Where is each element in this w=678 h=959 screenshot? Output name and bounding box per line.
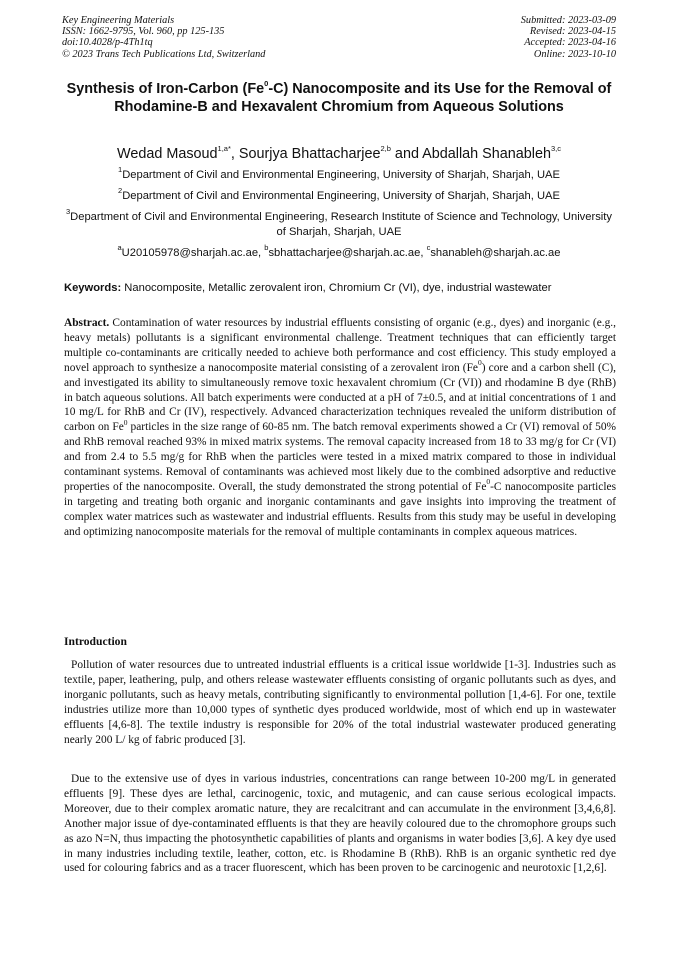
author-list: [62, 145, 616, 163]
title-superscript: 0: [264, 79, 269, 89]
abstract-text: particles in the size range of 60-85 nm. The batch removal experiments showed a Cr (VI) removal of 50% and RhB removal reached 93% in mixed matrix systems. The removal capacity increased from 18 to 33 mg/g for Cr (VI) and from 2.4 to 5.5 mg/g for RhB when the particles were tested in a mixed matrix compared to those in individual contaminant systems. Removal of contaminants was achieved most likely due to the combined adsorptive and reductive properties of the nanocomposite. Overall, the study demonstrated the strong potential of Fe: [64, 421, 617, 493]
affiliation-mark: 3: [65, 207, 71, 217]
author-separator: and: [390, 146, 423, 162]
doi: doi:10.4028/p-4Th1tq: [62, 37, 153, 49]
email-mark: a: [117, 243, 122, 253]
accepted-date: Accepted: 2023-04-16: [524, 37, 616, 49]
title-part-1: Synthesis of Iron-Carbon (Fe: [66, 81, 265, 97]
abstract-superscript: 0: [486, 477, 491, 487]
author-emails: [62, 243, 616, 261]
abstract-text: Contamination of water resources by industrial effluents consisting of organic (e.g., dyes) and inorganic (e.g., heavy metals) pollutants is a significant environmental challenge. Treatment techniques that can efficiently target multiple co-contaminants are critically needed to achieve both performance and cost efficiency. This study employed a novel approach to synthesize a nanocomposite material consisting of a zerovalent iron (Fe: [64, 317, 616, 374]
keywords-label: Keywords:: [64, 282, 122, 294]
title-part-2: -C) Nanocomposite and its Use for the Removal of Rhodamine-B and Hexavalent Chromium from Aqueous Solutions: [114, 81, 612, 115]
email-separator: ,: [258, 247, 265, 259]
journal-name: Key Engineering Materials: [62, 15, 175, 26]
online-date: Online: 2023-10-10: [533, 48, 616, 60]
copyright: © 2023 Trans Tech Publications Ltd, Switzerland: [62, 48, 266, 60]
email-link[interactable]: sbhattacharjee@sharjah.ac.ae: [268, 247, 421, 259]
affiliation-text: Department of Civil and Environmental Engineering, Research Institute of Science and Technology, University of Sharjah, Sharjah, UAE: [70, 211, 612, 238]
keywords: [64, 281, 616, 295]
intro-paragraph-1: Pollution of water resources due to untreated industrial effluents is a critical issue worldwide [1-3]. Industries such as textile, paper, leathering, pulp, and others release wastewater effluents consisting of organic pollutants such as dyes, and inorganic pollutants, such as heavy metals, contributing significantly to environmental pollution [1,4-6]. For one, textile industries utilize more than 10,000 types of synthetic dyes produced worldwide, most of which end up in wastewater effluents [4,6-8]. The textile industry is responsible for 20% of the total industrial wastewater produced generating nearly 200 L/ kg of fabric produced [3].: [64, 659, 616, 746]
abstract-text: ) core and a carbon shell (C), and investigated its ability to simultaneously remove toxic hexavalent chromium (Cr (VI)) and rhodamine B dye (RhB) in batch aqueous solutions. All batch experiments were conducted at a pH of 7±0.5, and at initial concentrations of 1 and 10 mg/L for RhB and Cr (IV), respectively. Advanced characterization techniques revealed the uniform distribution of carbon on Fe: [64, 361, 616, 434]
affiliation-text: Department of Civil and Environmental Engineering, University of Sharjah, Sharjah, UAE: [122, 190, 560, 202]
submitted-date: Submitted: 2023-03-09: [520, 15, 616, 26]
author-name: Sourjya Bhattacharjee: [238, 146, 381, 162]
revised-date: Revised: 2023-04-15: [529, 26, 616, 38]
affiliation-3: [62, 207, 616, 239]
email-mark: c: [426, 243, 431, 253]
abstract-superscript: 0: [478, 357, 482, 367]
abstract-text: -C nanocomposite particles in targeting and treating both organic and inorganic contaminants and gave insights into improving the treatment of complex water matrices such as wastewater and industrial effluents. Results from this study may be useful in developing and optimizing nanocomposite materials for the removal of multiple contaminants in complex aqueous matrices.: [64, 480, 616, 538]
abstract: [64, 316, 616, 540]
affiliation-mark: 1: [118, 165, 123, 175]
abstract-superscript: 0: [123, 417, 128, 427]
author-name: Wedad Masoud: [117, 146, 218, 162]
affiliation-1: [62, 165, 616, 183]
affiliation-2: [62, 186, 616, 204]
email-link[interactable]: shanableh@sharjah.ac.ae: [430, 247, 561, 259]
keywords-text: Nanocomposite, Metallic zerovalent iron, Chromium Cr (VI), dye, industrial wastewater: [121, 282, 552, 294]
intro-paragraph-2: Due to the extensive use of dyes in various industries, concentrations can range between 10-200 mg/L in generated effluents [9]. These dyes are lethal, carcinogenic, toxic, and mutagenic, and can cause serious ecological impacts. Moreover, due to their complex aromatic nature, they are recalcitrant and can accumulate in the environment [3,4,6,8]. Another major issue of dye-contaminated effluents is that they are heavily coloured due to the chromophore groups such as azo N=N, thus impacting the photosynthetic capabilities of plants and organisms in water bodies [3,6]. A key dye used in many industries including textile, leather, cotton, etc. is Rhodamine B (RhB). RhB is an organic synthetic red dye used for colouring fabrics and as a tracer fluorescent, which has been proven to be carcinogenic and neurotoxic [1,2,6].: [64, 773, 616, 875]
email-mark: b: [264, 243, 269, 253]
author-affiliation-mark: 3,c: [550, 144, 561, 154]
issn: ISSN: 1662-9795, Vol. 960, pp 125-135: [62, 26, 225, 38]
author-affiliation-mark: 2,b: [380, 144, 391, 154]
journal-info: [62, 15, 265, 60]
section-heading-introduction: Introduction: [64, 635, 127, 648]
email-separator: ,: [420, 247, 427, 259]
author-separator: ,: [230, 146, 239, 162]
publication-dates: [521, 15, 616, 60]
author-affiliation-mark: 1,a*: [217, 144, 231, 154]
email-link[interactable]: U20105978@sharjah.ac.ae: [121, 247, 259, 259]
author-name: Abdallah Shanableh: [422, 146, 551, 162]
affiliation-text: Department of Civil and Environmental Engineering, University of Sharjah, Sharjah, UAE: [122, 169, 560, 181]
abstract-label: Abstract.: [64, 317, 110, 329]
paper-title: [62, 80, 616, 116]
affiliation-mark: 2: [118, 186, 123, 196]
